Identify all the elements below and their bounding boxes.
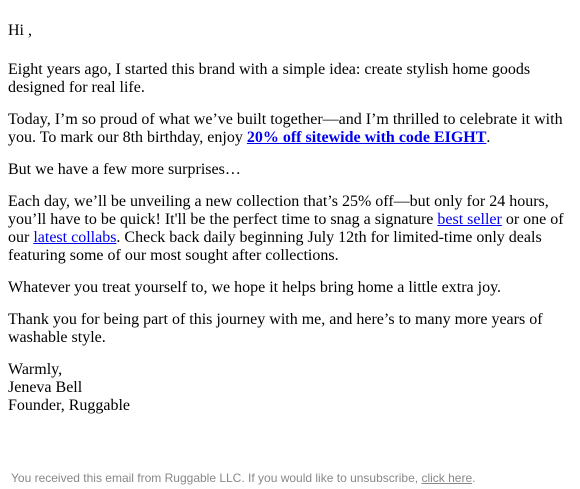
email-body	[8, 22, 574, 429]
signoff-name: Jeneva Bell	[8, 379, 83, 396]
promo-code-link[interactable]: 20% off sitewide with code EIGHT	[246, 129, 487, 146]
latest-collabs-link[interactable]: latest collabs	[33, 229, 117, 246]
daily-collection-text-end: . Check back daily beginning July 12th for limited-time only deals featuring some of our most sought after collections.	[8, 229, 542, 264]
unsubscribe-footer	[11, 471, 475, 485]
signoff-closing: Warmly,	[8, 361, 63, 378]
celebration-paragraph	[8, 111, 574, 147]
unsubscribe-link[interactable]: click here	[421, 471, 473, 485]
best-seller-link[interactable]: best seller	[437, 211, 502, 228]
celebration-text-end: .	[486, 129, 491, 146]
signoff-title: Founder, Ruggable	[8, 397, 131, 414]
intro-paragraph: Eight years ago, I started this brand with a simple idea: create stylish home goods designed for real life.	[8, 61, 531, 96]
thank-you-paragraph: Thank you for being part of this journey with me, and here’s to many more years of washable style.	[8, 311, 543, 346]
treat-paragraph: Whatever you treat yourself to, we hope it helps bring home a little extra joy.	[8, 279, 502, 296]
footer-text: You received this email from Ruggable LLC. If you would like to unsubscribe,	[11, 471, 422, 485]
surprises-paragraph: But we have a few more surprises…	[8, 161, 241, 178]
daily-collection-text: Each day, we’ll be unveiling a new collection that’s 25% off—but only for 24 hours, you’ll have to be quick! It'll be the perfect time to snag a signature	[8, 193, 549, 228]
greeting: Hi ,	[8, 22, 32, 39]
daily-collection-text-mid: or one of our	[8, 211, 564, 246]
signoff	[8, 361, 574, 415]
celebration-text: Today, I’m so proud of what we’ve built together—and I’m thrilled to celebrate it with you. To mark our 8th birthday, enjoy	[8, 111, 563, 146]
daily-collection-paragraph	[8, 193, 574, 265]
footer-text-end: .	[472, 471, 476, 485]
